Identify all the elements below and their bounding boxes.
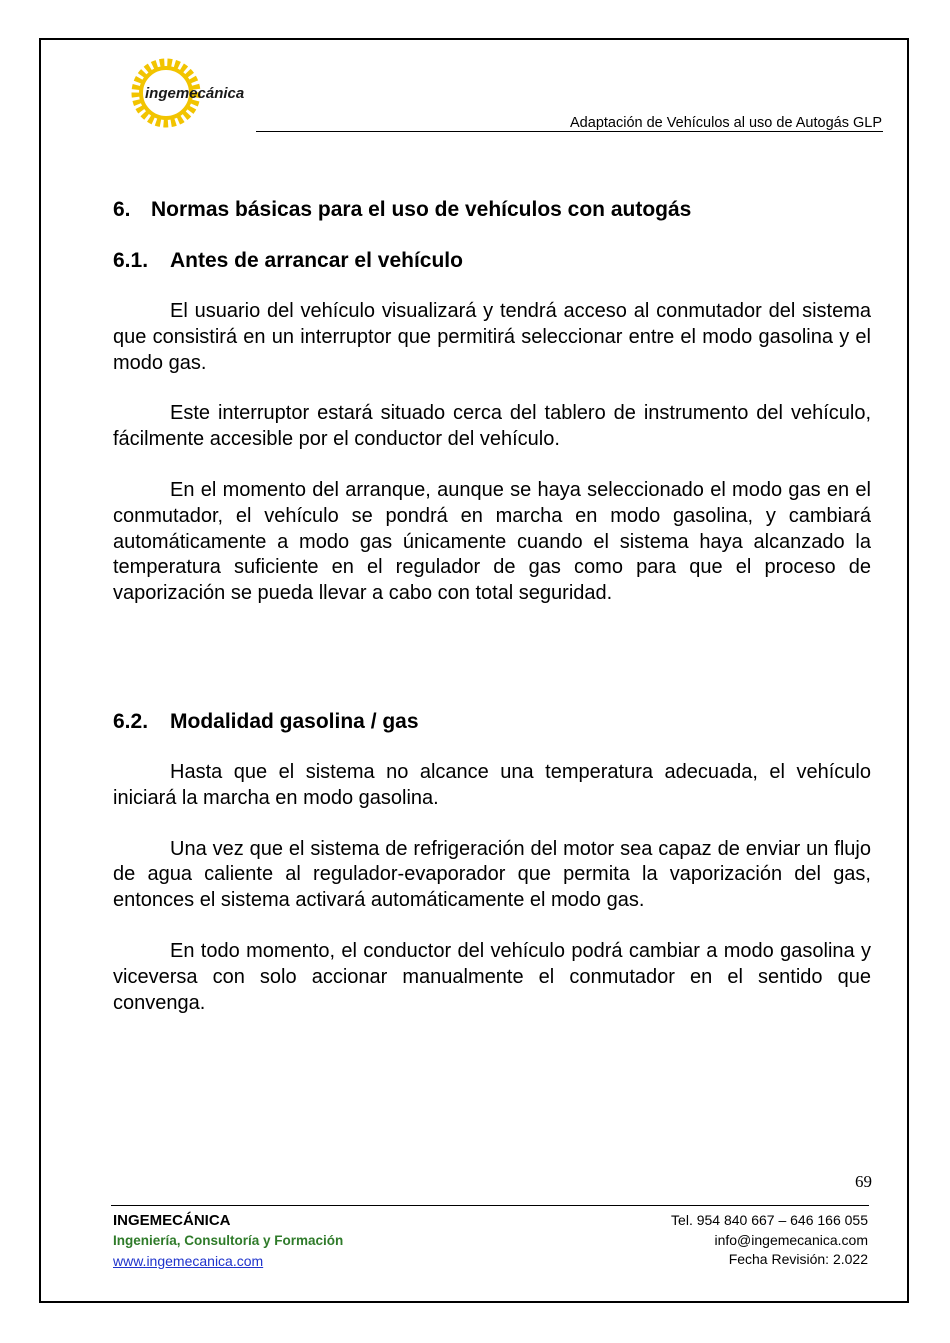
subsection-heading [113,710,871,734]
section-title: Normas básicas para el uso de vehículos con autogás [151,198,692,221]
paragraph: Una vez que el sistema de refrigeración del motor sea capaz de enviar un flujo de agua caliente al regulador-evaporador que permita la vaporización del gas, entonces el sistema activará automáticamente el modo gas. [113,837,871,912]
section-heading [113,198,871,222]
footer-contact-block [671,1211,868,1270]
subsection-number: 6.1. [113,249,149,272]
paragraph: En el momento del arranque, aunque se haya seleccionado el modo gas en el conmutador, el vehículo se pondrá en marcha en modo gasolina, y cambiará automáticamente a modo gas únicamente cuando el sistema haya alcanzado la temperatura suficiente en el regulador de gas como para que el proceso de vaporización se pueda llevar a cabo con total seguridad. [113,478,871,605]
page-number: 69 [855,1172,872,1191]
footer-company-block [113,1211,343,1271]
subsection-number: 6.2. [113,709,149,733]
company-name: INGEMECÁNICA [113,1212,231,1229]
company-tagline: Ingeniería, Consultoría y Formación [113,1233,344,1248]
subsection-title: Antes de arrancar el vehículo [170,249,463,272]
header-divider [256,131,883,132]
subsection-title: Modalidad gasolina / gas [170,709,419,733]
subsection-heading [113,249,871,273]
logo-text: ingemecánica [145,85,245,102]
contact-email: info@ingemecanica.com [714,1231,868,1248]
document-title: Adaptación de Vehículos al uso de Autogás GLP [570,115,882,131]
footer-divider [111,1205,869,1206]
website-link[interactable]: www.ingemecanica.com [113,1253,264,1269]
section-number: 6. [113,198,131,221]
paragraph: Este interruptor estará situado cerca del tablero de instrumento del vehículo, fácilmente accesible por el conductor del vehículo. [113,402,871,451]
paragraph: En todo momento, el conductor del vehículo podrá cambiar a modo gasolina y viceversa con solo accionar manualmente el conmutador en el sentido que convenga. [113,939,871,1014]
main-content [113,198,871,1016]
ingemecanica-logo [128,55,258,131]
paragraph: El usuario del vehículo visualizará y tendrá acceso al conmutador del sistema que consistirá en un interruptor que permitirá seleccionar entre el modo gasolina y el modo gas. [113,300,871,374]
paragraph: Hasta que el sistema no alcance una temperatura adecuada, el vehículo iniciará la marcha en modo gasolina. [113,760,871,809]
revision-date: Fecha Revisión: 2.022 [728,1251,868,1267]
phone-numbers: Tel. 954 840 667 – 646 166 055 [671,1212,868,1228]
